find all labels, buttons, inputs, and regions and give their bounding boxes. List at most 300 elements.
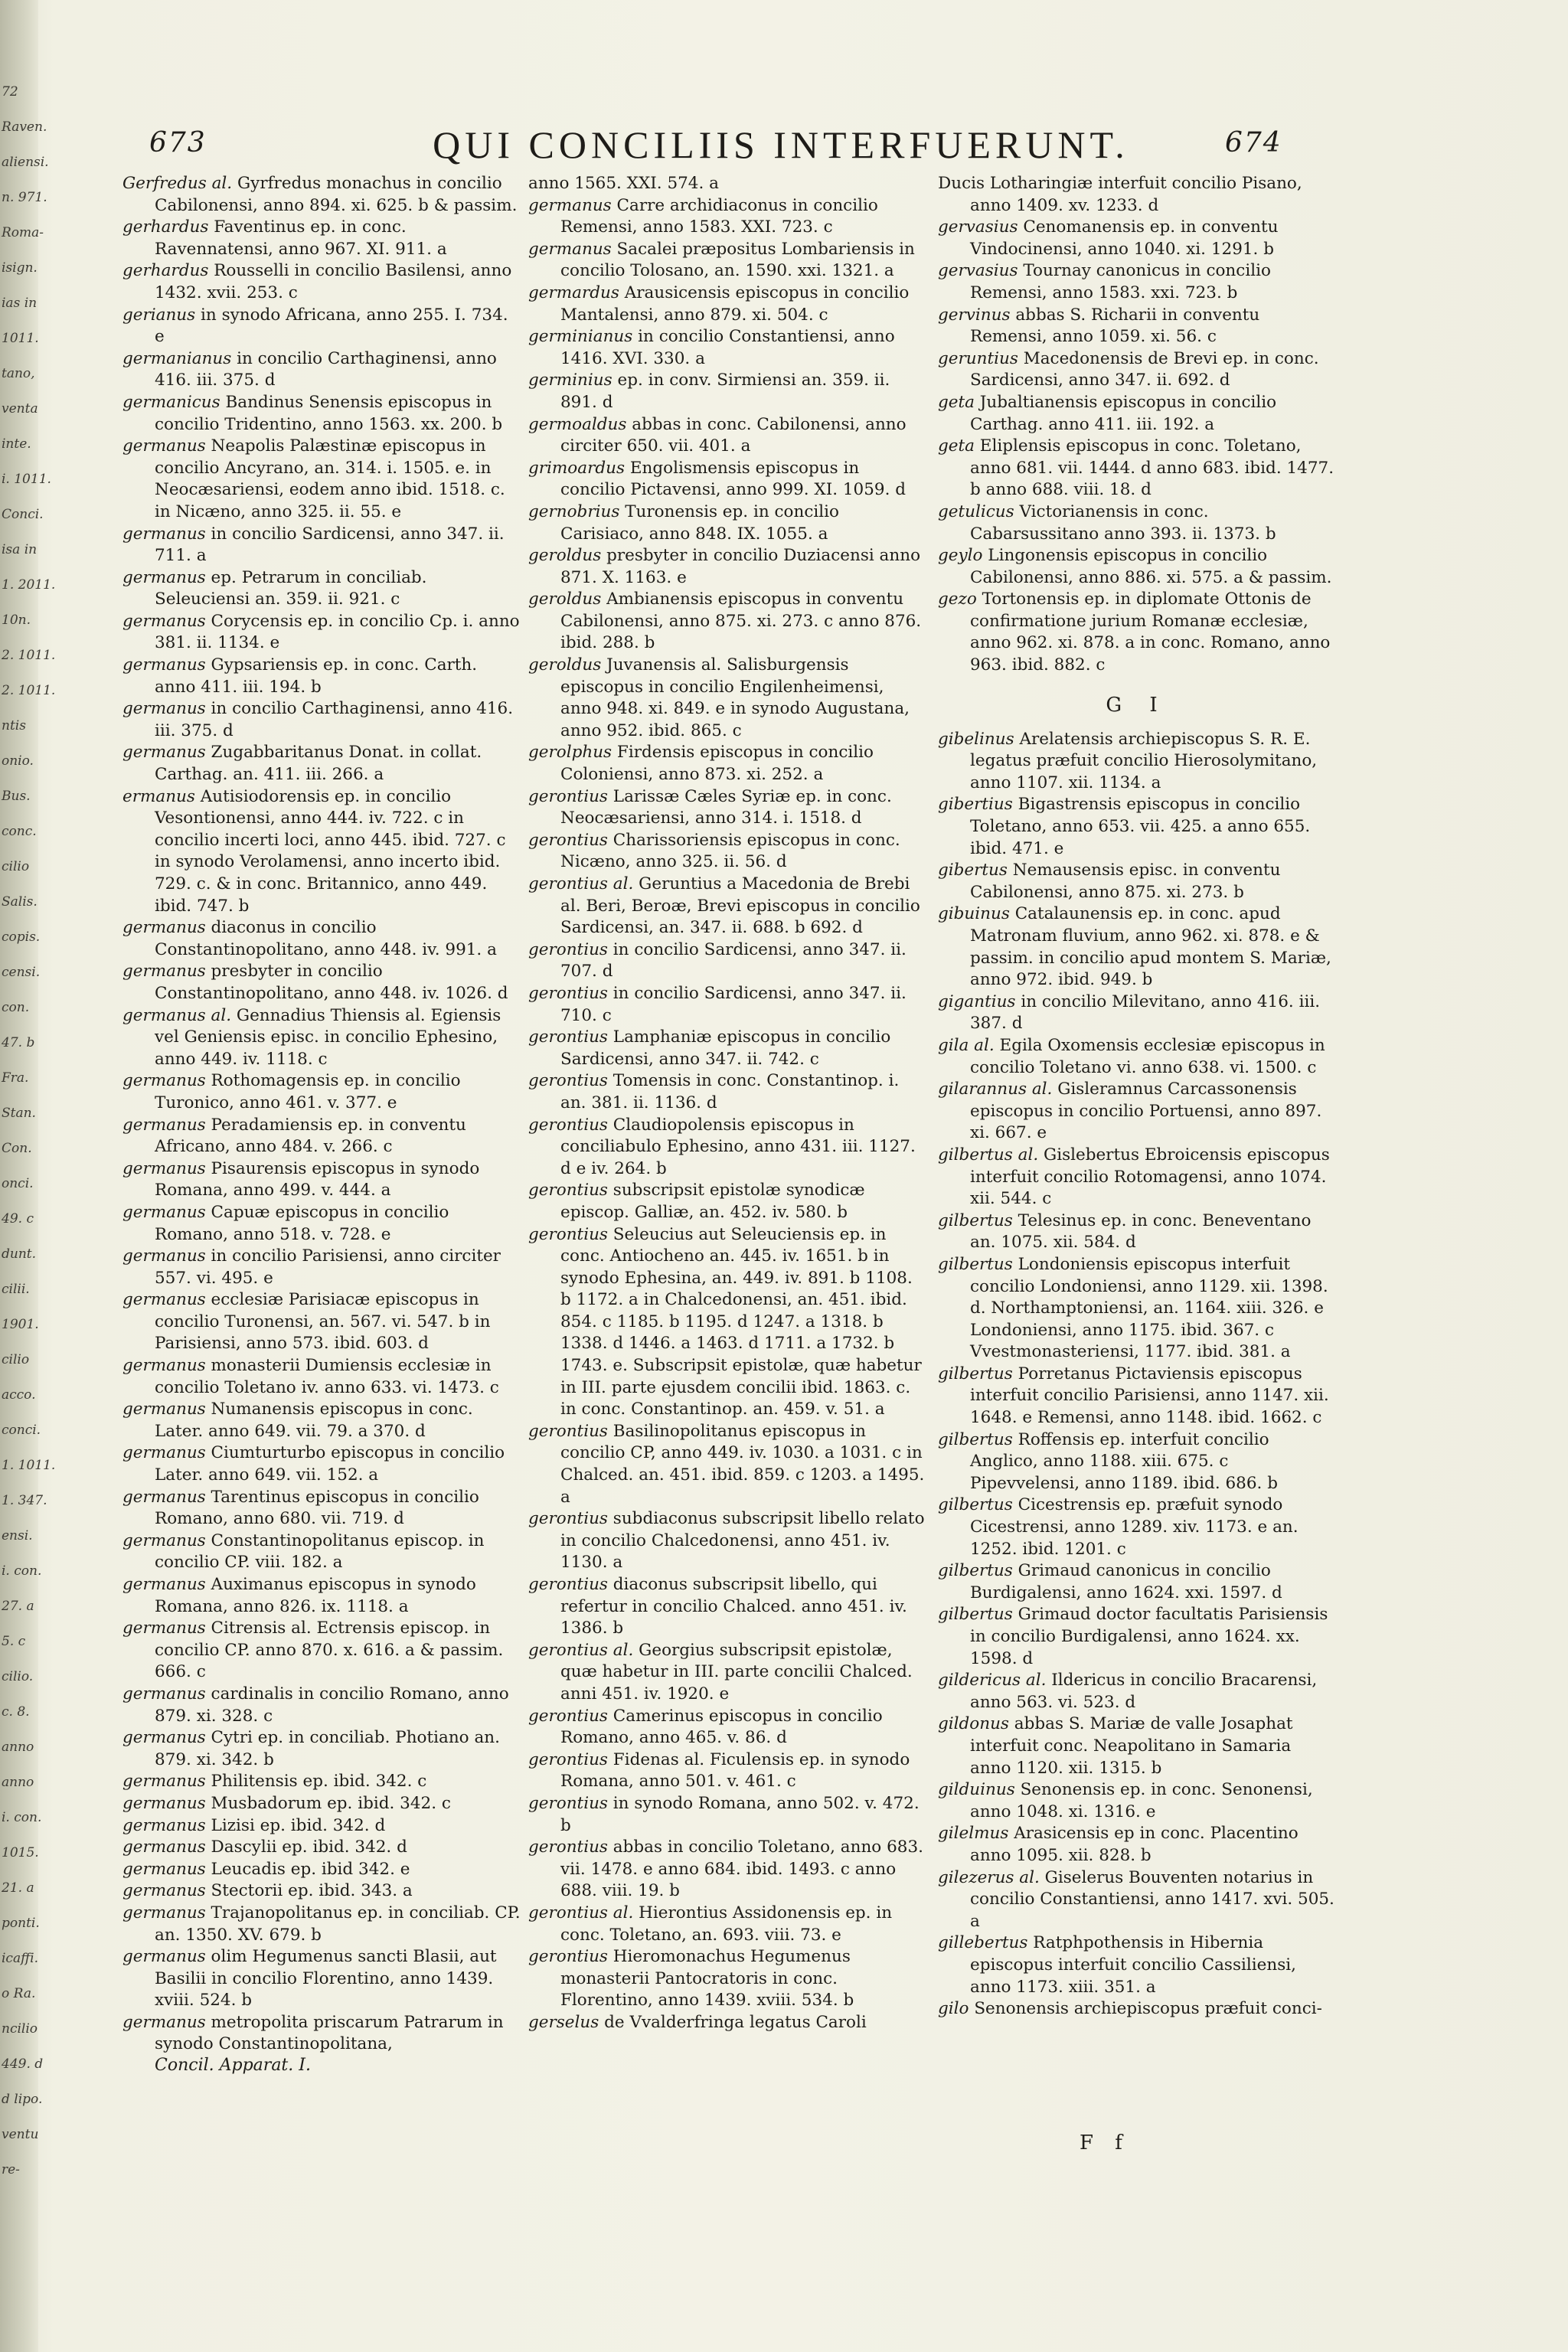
- index-entry: [528, 589, 926, 655]
- index-entry: [122, 961, 521, 1004]
- entry-text: ecclesiæ Parisiacæ episcopus in concilio Turonensi, an. 567. vi. 547. b in Parisiensi, anno 573. ibid. 603. d: [155, 1290, 491, 1354]
- entry-text: Grimaud canonicus in concilio Burdigalensi, anno 1624. xxi. 1597. d: [970, 1561, 1282, 1602]
- entry-text: cardinalis in concilio Romano, anno 879. xi. 328. c: [155, 1684, 509, 1726]
- index-entry: [528, 786, 926, 830]
- index-entry: [122, 1880, 521, 1903]
- gutter-fragment: ncilio: [2, 2021, 38, 2037]
- entry-headword: germanus: [122, 1487, 206, 1507]
- entry-headword: gibertius: [938, 795, 1013, 815]
- entry-headword: germoaldus: [528, 414, 627, 434]
- entry-text: Ducis Lotharingiæ interfuit concilio Pisano, anno 1409. xv. 1233. d: [938, 174, 1302, 215]
- gutter-fragment: onio.: [2, 753, 34, 769]
- index-entry: [938, 860, 1336, 903]
- entry-text: Rothomagensis ep. in concilio Turonico, anno 461. v. 377. e: [155, 1071, 461, 1112]
- entry-headword: gibertus: [938, 861, 1008, 880]
- index-entry: [122, 1946, 521, 2012]
- gutter-fragment: Roma-: [2, 225, 44, 240]
- gutter-fragment: cilio: [2, 1352, 30, 1367]
- gutter-fragment: 1. 347.: [2, 1493, 47, 1508]
- entry-headword: gigantius: [938, 991, 1016, 1011]
- entry-headword: geta: [938, 436, 975, 456]
- index-entry: [122, 698, 521, 742]
- entry-text: Gisleramnus Carcassonensis episcopus in concilio Portuensi, anno 897. xi. 667. e: [970, 1080, 1322, 1143]
- entry-text: presbyter in concilio Constantinopolitano, anno 448. iv. 1026. d: [155, 962, 508, 1003]
- entry-text: Ratphpothensis in Hibernia episcopus interfuit concilio Cassiliensi, anno 1173. xiii. 351. a: [970, 1933, 1296, 1997]
- entry-headword: geroldus: [528, 590, 602, 609]
- entry-text: de Vvalderfringa legatus Caroli: [604, 2012, 867, 2032]
- entry-text: Basilinopolitanus episcopus in concilio CP, anno 449. iv. 1030. a 1031. c in Chalced. an. 451. ibid. 859. c 1203. a 1495. a: [560, 1421, 925, 1507]
- index-entry: [938, 1560, 1336, 1604]
- gutter-fragment: 1901.: [2, 1317, 39, 1332]
- index-entry: [938, 1932, 1336, 1998]
- index-entry: [528, 874, 926, 939]
- index-entry: [528, 173, 926, 195]
- entry-text: Tomensis in conc. Constantinop. i. an. 381. ii. 1136. d: [560, 1071, 900, 1112]
- entry-text: anno 1565. XXI. 574. a: [528, 174, 719, 193]
- entry-headword: gerontius: [528, 983, 608, 1003]
- index-entry: [938, 1867, 1336, 1933]
- entry-text: in concilio Carthaginensi, anno 416. iii. 375. d: [155, 699, 514, 740]
- entry-text: Tortonensis ep. in diplomate Ottonis de confirmatione jurium Romanæ ecclesiæ, anno 962. xi. 878. a in conc. Romano, anno 963. ibid. 882. c: [970, 590, 1331, 675]
- gutter-fragment: 5. c: [2, 1634, 26, 1649]
- gutter-fragment: 1011.: [2, 331, 39, 346]
- entry-text: Philitensis ep. ibid. 342. c: [211, 1772, 427, 1792]
- gutter-fragment: i. 1011.: [2, 472, 51, 487]
- entry-text: Cicestrensis ep. præfuit synodo Cicestrensi, anno 1289. xiv. 1173. e an. 1252. ibid. 1201. c: [970, 1495, 1298, 1559]
- entry-text: Senonensis archiepiscopus præfuit conci-: [974, 1999, 1322, 2019]
- entry-headword: germinianus: [528, 327, 633, 347]
- index-entry: [528, 1574, 926, 1640]
- entry-headword: germanus: [122, 1859, 206, 1879]
- index-entry: [122, 1793, 521, 1815]
- index-entry: [122, 1771, 521, 1793]
- entry-text: Gyrfredus monachus in concilio Cabilonensi, anno 894. xi. 625. b & passim.: [155, 174, 518, 215]
- entry-text: Hieromonachus Hegumenus monasterii Pantocratoris in conc. Florentino, anno 1439. xviii. 534. b: [560, 1947, 854, 2011]
- index-entry: [122, 348, 521, 392]
- index-entry: [122, 1684, 521, 1727]
- entry-text: in concilio Sardicensi, anno 347. ii. 710. c: [560, 983, 906, 1025]
- entry-headword: germardus: [528, 283, 619, 302]
- entry-text: Auximanus episcopus in synodo Romana, anno 826. ix. 1118. a: [155, 1575, 476, 1616]
- index-entry: [528, 1224, 926, 1421]
- index-entry: [122, 1574, 521, 1618]
- index-entry: [528, 1837, 926, 1903]
- entry-headword: gilbertus: [938, 1429, 1013, 1449]
- index-entry: [528, 655, 926, 742]
- entry-text: Seleucius aut Seleuciensis ep. in conc. Antiocheno an. 445. iv. 1651. b in synodo Ephesina, an. 449. iv. 891. b 1108. b 1172. a in Chalcedonensi, an. 451. ibid. 854. c 1185. b 1195. d 1247. a 1318. b 1338. d 1446. a 1463. d 1711. a 1732. b 1743. e. Subscripsit epistolæ, quæ habetur in III. parte ejusdem concilii ibid. 1863. c. in conc. Constantinop. an. 459. v. 51. a: [560, 1224, 922, 1419]
- entry-text: Egila Oxomensis ecclesiæ episcopus in concilio Toletano vi. anno 638. vi. 1500. c: [970, 1035, 1325, 1077]
- gutter-fragment: 449. d: [2, 2056, 44, 2072]
- entry-text: Dascylii ep. ibid. 342. d: [211, 1838, 407, 1857]
- index-entry: [528, 1027, 926, 1070]
- entry-headword: getulicus: [938, 501, 1014, 521]
- index-entry: [122, 655, 521, 698]
- entry-text: in concilio Sardicensi, anno 347. ii. 711. a: [155, 524, 505, 566]
- entry-headword: germanus: [122, 1793, 206, 1813]
- entry-headword: gezo: [938, 590, 977, 609]
- entry-text: Leucadis ep. ibid 342. e: [211, 1859, 410, 1879]
- entry-headword: gervasius: [938, 217, 1018, 237]
- index-entry: [528, 239, 926, 283]
- gutter-fragment: cilio: [2, 859, 30, 874]
- index-entry: [938, 436, 1336, 501]
- entry-text: Cenomanensis ep. in conventu Vindocinensi, anno 1040. xi. 1291. b: [970, 217, 1279, 259]
- entry-headword: germanus: [122, 1881, 206, 1901]
- gutter-fragment: con.: [2, 1000, 30, 1015]
- entry-text: ep. Petrarum in conciliab. Seleuciensi an. 359. ii. 921. c: [155, 567, 427, 609]
- gutter-fragment: cilio.: [2, 1669, 34, 1684]
- index-entry: [528, 370, 926, 413]
- gutter-fragment: 1. 1011.: [2, 1458, 56, 1473]
- entry-text: Ambianensis episcopus in conventu Cabilonensi, anno 875. xi. 273. c anno 876. ibid. 288. b: [560, 590, 922, 653]
- entry-headword: gerontius al.: [528, 1903, 634, 1922]
- entry-headword: gilezerus al.: [938, 1867, 1040, 1887]
- entry-headword: grimoardus: [528, 458, 625, 478]
- entry-headword: germanus: [122, 524, 206, 544]
- entry-text: Gypsariensis ep. in conc. Carth. anno 411. iii. 194. b: [155, 655, 478, 697]
- index-entry: [938, 1035, 1336, 1079]
- index-entry: [938, 1364, 1336, 1429]
- gutter-fragment: aliensi.: [2, 155, 49, 170]
- entry-text: subscripsit epistolæ synodicæ episcop. Galliæ, an. 452. iv. 580. b: [560, 1181, 865, 1222]
- gutter-fragment: ponti.: [2, 1916, 40, 1931]
- gutter-fragment: 47. b: [2, 1035, 35, 1050]
- entry-text: Carre archidiaconus in concilio Remensi, anno 1583. XXI. 723. c: [560, 195, 878, 237]
- index-entry: [122, 1289, 521, 1355]
- entry-text: Turonensis ep. in concilio Carisiaco, anno 848. IX. 1055. a: [560, 501, 839, 544]
- index-entry: [528, 1115, 926, 1181]
- gutter-fragment: conc.: [2, 824, 37, 839]
- index-entry: [938, 1145, 1336, 1210]
- entry-headword: germanus: [122, 1903, 206, 1922]
- entry-text: Fidenas al. Ficulensis ep. in synodo Romana, anno 501. v. 461. c: [560, 1749, 910, 1792]
- catchword-footer: Concil. Apparat. I.: [155, 2056, 311, 2076]
- entry-headword: germanus: [122, 1684, 206, 1704]
- entry-headword: germanus: [122, 918, 206, 938]
- index-entry: [528, 195, 926, 239]
- gutter-fragment: o Ra.: [2, 1986, 36, 2001]
- index-entry: [528, 545, 926, 589]
- index-entry: [528, 2012, 926, 2034]
- entry-text: Jubaltianensis episcopus in concilio Carthag. anno 411. iii. 192. a: [970, 392, 1277, 434]
- index-entry: [938, 348, 1336, 392]
- entry-text: Claudiopolensis episcopus in conciliabulo Ephesino, anno 431. iii. 1127. d e iv. 264. b: [560, 1115, 916, 1178]
- index-entry: [122, 305, 521, 348]
- entry-headword: germanus: [122, 1728, 206, 1748]
- entry-text: in concilio Sardicensi, anno 347. ii. 707. d: [560, 939, 906, 982]
- entry-text: Lamphaniæ episcopus in concilio Sardicensi, anno 347. ii. 742. c: [560, 1027, 891, 1069]
- gutter-fragment: conci.: [2, 1423, 41, 1438]
- entry-text: in synodo Africana, anno 255. I. 734. e: [155, 305, 508, 347]
- entry-text: Victorianensis in conc. Cabarsussitano anno 393. ii. 1373. b: [970, 501, 1276, 544]
- index-entry: [528, 458, 926, 501]
- page-header: [0, 122, 1568, 176]
- index-entry: [938, 1210, 1336, 1254]
- entry-headword: gerontius: [528, 1838, 608, 1857]
- entry-headword: germanus: [122, 1158, 206, 1178]
- entry-headword: gilbertus: [938, 1495, 1013, 1515]
- gutter-fragment: anno: [2, 1775, 34, 1790]
- index-entry: [938, 1604, 1336, 1670]
- entry-text: Roffensis ep. interfuit concilio Anglico, anno 1188. xiii. 675. c Pipevvelensi, anno 1189. ibid. 686. b: [970, 1429, 1278, 1493]
- entry-headword: gilbertus al.: [938, 1145, 1039, 1165]
- index-entry: [122, 567, 521, 611]
- entry-headword: Gerfredus al.: [122, 174, 233, 193]
- gutter-fragment: 2. 1011.: [2, 683, 56, 698]
- entry-text: Ildericus in concilio Bracarensi, anno 563. vi. 523. d: [970, 1671, 1318, 1712]
- index-entry: [122, 1115, 521, 1158]
- index-entry: [528, 1508, 926, 1574]
- gutter-fragment: 1. 2011.: [2, 577, 56, 593]
- entry-headword: gervinus: [938, 305, 1011, 325]
- entry-headword: germanus: [528, 239, 612, 259]
- entry-headword: germanianus: [122, 348, 232, 368]
- page-title: QUI CONCILIIS INTERFUERUNT.: [433, 123, 1129, 166]
- entry-headword: germanus: [122, 655, 206, 675]
- entry-headword: gerontius: [528, 1749, 608, 1769]
- column-left: [122, 173, 521, 2075]
- gutter-fragment: ventu: [2, 2127, 39, 2142]
- index-entry: [122, 917, 521, 961]
- entry-text: diaconus subscripsit libello, qui refertur in concilio Chalced. anno 451. iv. 1386. b: [560, 1575, 907, 1638]
- entry-text: abbas in conc. Cabilonensi, anno circiter 650. vii. 401. a: [560, 414, 906, 456]
- entry-text: Cytri ep. in conciliab. Photiano an. 879. xi. 342. b: [155, 1728, 500, 1769]
- signature-mark: F f: [1080, 2132, 1130, 2154]
- entry-text: Bandinus Senensis episcopus in concilio Tridentino, anno 1563. xx. 200. b: [155, 392, 503, 434]
- index-entry: [122, 392, 521, 436]
- gutter-fragment: venta: [2, 401, 38, 416]
- entry-text: ep. in conv. Sirmiensi an. 359. ii. 891. d: [560, 371, 890, 412]
- column-right: [938, 173, 1336, 2020]
- entry-headword: gilo: [938, 1999, 969, 2019]
- index-entry: [938, 903, 1336, 991]
- entry-headword: gerontius: [528, 1947, 608, 1967]
- index-entry: [528, 501, 926, 545]
- entry-headword: gerontius al.: [528, 874, 634, 893]
- entry-text: in concilio Parisiensi, anno circiter 557. vi. 495. e: [155, 1246, 501, 1288]
- index-entry: [938, 1254, 1336, 1364]
- entry-headword: germanus: [528, 195, 612, 215]
- entry-text: Trajanopolitanus ep. in conciliab. CP. an. 1350. XV. 679. b: [155, 1903, 521, 1945]
- entry-text: Tournay canonicus in concilio Remensi, anno 1583. xxi. 723. b: [970, 261, 1271, 302]
- entry-headword: gilelmus: [938, 1824, 1009, 1844]
- gutter-fragment: Con.: [2, 1141, 32, 1156]
- entry-headword: germanus: [122, 1071, 206, 1091]
- entry-headword: germanus: [122, 1443, 206, 1463]
- index-entry: [938, 392, 1336, 436]
- entry-text: Bigastrensis episcopus in concilio Toletano, anno 653. vii. 425. a anno 655. ibid. 471. e: [970, 795, 1311, 858]
- entry-text: metropolita priscarum Patrarum in synodo Constantinopolitana,: [155, 2012, 504, 2054]
- entry-headword: germanus al.: [122, 1005, 232, 1025]
- entry-headword: gerianus: [122, 305, 196, 325]
- index-entry: [938, 173, 1336, 217]
- entry-text: in concilio Carthaginensi, anno 416. iii. 375. d: [155, 348, 497, 390]
- gutter-fragment: Stan.: [2, 1106, 36, 1121]
- entry-headword: germanus: [122, 567, 206, 587]
- index-entry: [122, 1158, 521, 1202]
- entry-headword: germanus: [122, 1290, 206, 1310]
- entry-headword: gilbertus: [938, 1605, 1013, 1625]
- index-entry: [528, 414, 926, 458]
- entry-text: Charissoriensis episcopus in conc. Nicæno, anno 325. ii. 56. d: [560, 830, 900, 872]
- page-number-right: 674: [1225, 127, 1282, 158]
- gutter-fragment: d lipo.: [2, 2092, 43, 2107]
- entry-headword: gildonus: [938, 1714, 1009, 1734]
- entry-text: Giselerus Bouventen notarius in concilio Constantiensi, anno 1417. xvi. 505. a: [970, 1867, 1334, 1931]
- index-entry: [528, 1706, 926, 1749]
- entry-text: Georgius subscripsit epistolæ, quæ habetur in III. parte concilii Chalced. anni 451. iv. 1920. e: [560, 1640, 913, 1704]
- gutter-fragment: inte.: [2, 436, 31, 452]
- index-entry: [122, 2012, 521, 2056]
- entry-text: Firdensis episcopus in concilio Coloniensi, anno 873. xi. 252. a: [560, 743, 874, 785]
- entry-headword: gerontius: [528, 1027, 608, 1047]
- index-entry: [122, 786, 521, 918]
- entry-text: Lizisi ep. ibid. 342. d: [211, 1815, 386, 1835]
- entry-headword: gernobrius: [528, 501, 620, 521]
- entry-text: Constantinopolitanus episcop. in concilio CP. viii. 182. a: [155, 1530, 485, 1573]
- entry-headword: germanus: [122, 1530, 206, 1550]
- index-entry: [122, 1903, 521, 1946]
- index-entry: [528, 1180, 926, 1223]
- index-entry: [938, 1429, 1336, 1495]
- entry-headword: germanus: [122, 1772, 206, 1792]
- entry-headword: germanus: [122, 699, 206, 719]
- entry-headword: germinius: [528, 371, 612, 390]
- index-entry: [122, 1399, 521, 1442]
- entry-text: Eliplensis episcopus in conc. Toletano, anno 681. vii. 1444. d anno 683. ibid. 1477. b anno 688. viii. 18. d: [970, 436, 1334, 500]
- entry-text: Porretanus Pictaviensis episcopus interfuit concilio Parisiensi, anno 1147. xii. 1648. e Remensi, anno 1148. ibid. 1662. c: [970, 1364, 1329, 1428]
- index-entry: [938, 1823, 1336, 1867]
- index-entry: [528, 939, 926, 983]
- gutter-fragment: i. con.: [2, 1810, 42, 1825]
- entry-headword: gerontius: [528, 1706, 608, 1726]
- index-entry: [528, 1946, 926, 2012]
- entry-text: Musbadorum ep. ibid. 342. c: [211, 1793, 451, 1813]
- gutter-fragment: ias in: [2, 296, 38, 311]
- entry-headword: germanus: [122, 1575, 206, 1594]
- entry-headword: germanus: [122, 962, 206, 982]
- entry-headword: gilduinus: [938, 1780, 1015, 1800]
- entry-text: Tarentinus episcopus in concilio Romano, anno 680. vii. 719. d: [155, 1487, 479, 1529]
- gutter-fragment: i. con.: [2, 1563, 42, 1579]
- gutter-fragment: Conci.: [2, 507, 44, 522]
- index-entry: [122, 1355, 521, 1399]
- entry-headword: germanus: [122, 1400, 206, 1419]
- entry-headword: germanus: [122, 743, 206, 763]
- index-entry: [528, 283, 926, 326]
- index-entry: [122, 1246, 521, 1289]
- entry-headword: gerhardus: [122, 261, 209, 281]
- gutter-fragment: 27. a: [2, 1599, 34, 1614]
- entry-text: Autisiodorensis ep. in concilio Vesontionensi, anno 444. iv. 722. c in concilio incerti loci, anno 445. ibid. 727. c in synodo Verolamensi, anno incerto ibid. 729. c. & in conc. Britannico, anno 449. ibid. 747. b: [155, 786, 506, 916]
- entry-text: Numanensis episcopus in conc. Later. anno 649. vii. 79. a 370. d: [155, 1400, 473, 1441]
- index-entry: [122, 1202, 521, 1246]
- entry-headword: germanus: [122, 1838, 206, 1857]
- gutter-fragment: icaffi.: [2, 1951, 38, 1966]
- index-entry: [122, 524, 521, 567]
- index-entry: [122, 1837, 521, 1859]
- entry-text: Arelatensis archiepiscopus S. R. E. legatus præfuit concilio Hierosolymitano, anno 1107. xii. 1134. a: [970, 729, 1318, 792]
- entry-text: Telesinus ep. in conc. Beneventano an. 1075. xii. 584. d: [970, 1210, 1312, 1253]
- gutter-fragment: re-: [2, 2162, 20, 2177]
- index-entry: [938, 501, 1336, 545]
- entry-text: Citrensis al. Ectrensis episcop. in concilio CP. anno 870. x. 616. a & passim. 666. c: [155, 1619, 504, 1682]
- gutter-fragment: c. 8.: [2, 1704, 30, 1720]
- entry-headword: gildericus al.: [938, 1671, 1047, 1690]
- entry-text: Rousselli in concilio Basilensi, anno 1432. xvii. 253. c: [155, 261, 512, 302]
- gutter-fragment: 2. 1011.: [2, 648, 56, 663]
- index-entry: [938, 589, 1336, 676]
- index-entry: [938, 305, 1336, 348]
- index-entry: [122, 436, 521, 523]
- index-entry: [938, 1713, 1336, 1779]
- entry-text: Lingonensis episcopus in concilio Cabilonensi, anno 886. xi. 575. a & passim.: [970, 546, 1332, 587]
- gutter-fragment: ntis: [2, 718, 26, 733]
- entry-text: Londoniensis episcopus interfuit concilio Londoniensi, anno 1129. xii. 1398. d. Northamptoniensi, an. 1164. xiii. 326. e Londoniensi, anno 1175. ibid. 367. c Vvestmonasteriensi, 1177. ibid. 381. a: [970, 1254, 1328, 1362]
- index-entry: [528, 1903, 926, 1946]
- index-entry: [938, 1779, 1336, 1823]
- entry-headword: germanus: [122, 1815, 206, 1835]
- entry-headword: gerontius: [528, 1793, 608, 1813]
- gutter-fragment: 10n.: [2, 612, 31, 628]
- entry-headword: gilbertus: [938, 1561, 1013, 1581]
- entry-text: Catalaunensis ep. in conc. apud Matronam fluvium, anno 962. xi. 878. e & passim. in concilio apud montem S. Mariæ, anno 972. ibid. 949. b: [970, 904, 1331, 990]
- entry-headword: germanicus: [122, 392, 220, 412]
- entry-text: Zugabbaritanus Donat. in collat. Carthag. an. 411. iii. 266. a: [155, 743, 482, 785]
- entry-text: Arausicensis episcopus in concilio Mantalensi, anno 879. xi. 504. c: [560, 283, 910, 325]
- index-entry: [528, 1640, 926, 1706]
- entry-headword: gerontius: [528, 1224, 608, 1244]
- entry-text: abbas S. Richarii in conventu Remensi, anno 1059. xi. 56. c: [970, 305, 1260, 347]
- entry-headword: germanus: [122, 1246, 206, 1266]
- gutter-fragment: 21. a: [2, 1880, 34, 1896]
- index-entry: [938, 1494, 1336, 1560]
- index-entry: [528, 326, 926, 370]
- entry-text: Gennadius Thiensis al. Egiensis vel Geniensis episc. in concilio Ephesino, anno 449. iv. 1118. c: [155, 1005, 501, 1069]
- gutter-fragment: tano,: [2, 366, 35, 381]
- entry-text: Juvanensis al. Salisburgensis episcopus in concilio Engilenheimensi, anno 948. xi. 849. e in synodo Augustana, anno 952. ibid. 865. c: [560, 655, 910, 740]
- index-entry: [528, 1793, 926, 1837]
- entry-headword: gila al.: [938, 1035, 995, 1055]
- entry-headword: geta: [938, 392, 975, 412]
- index-entry: [938, 729, 1336, 795]
- entry-text: presbyter in concilio Duziacensi anno 871. X. 1163. e: [560, 546, 921, 587]
- section-heading-gi: G I: [1106, 693, 1168, 717]
- entry-headword: gerontius: [528, 1509, 608, 1529]
- gutter-fragment: isign.: [2, 260, 38, 276]
- entry-headword: gerontius: [528, 1421, 608, 1441]
- index-entry: [122, 1530, 521, 1574]
- entry-headword: germanus: [122, 1356, 206, 1376]
- gutter-fragment: 1015.: [2, 1845, 39, 1860]
- gutter-fragment: n. 971.: [2, 190, 47, 205]
- entry-headword: gerontius: [528, 830, 608, 850]
- entry-text: subdiaconus subscripsit libello relato in concilio Chalcedonensi, anno 451. iv. 1130. a: [560, 1509, 925, 1573]
- index-entry: [938, 217, 1336, 260]
- index-entry: [122, 1070, 521, 1114]
- index-entry: [528, 1421, 926, 1508]
- gutter-fragment: Raven.: [2, 119, 47, 135]
- entry-headword: germanus: [122, 436, 206, 456]
- entry-headword: gerontius: [528, 1071, 608, 1091]
- gutter-fragment: Bus.: [2, 789, 31, 804]
- entry-headword: germanus: [122, 611, 206, 631]
- column-middle: [528, 173, 926, 2034]
- adjacent-page-edge: [0, 0, 56, 2352]
- index-entry: [938, 260, 1336, 304]
- entry-text: Camerinus episcopus in concilio Romano, anno 465. v. 86. d: [560, 1706, 883, 1748]
- entry-text: in synodo Romana, anno 502. v. 472. b: [560, 1793, 920, 1835]
